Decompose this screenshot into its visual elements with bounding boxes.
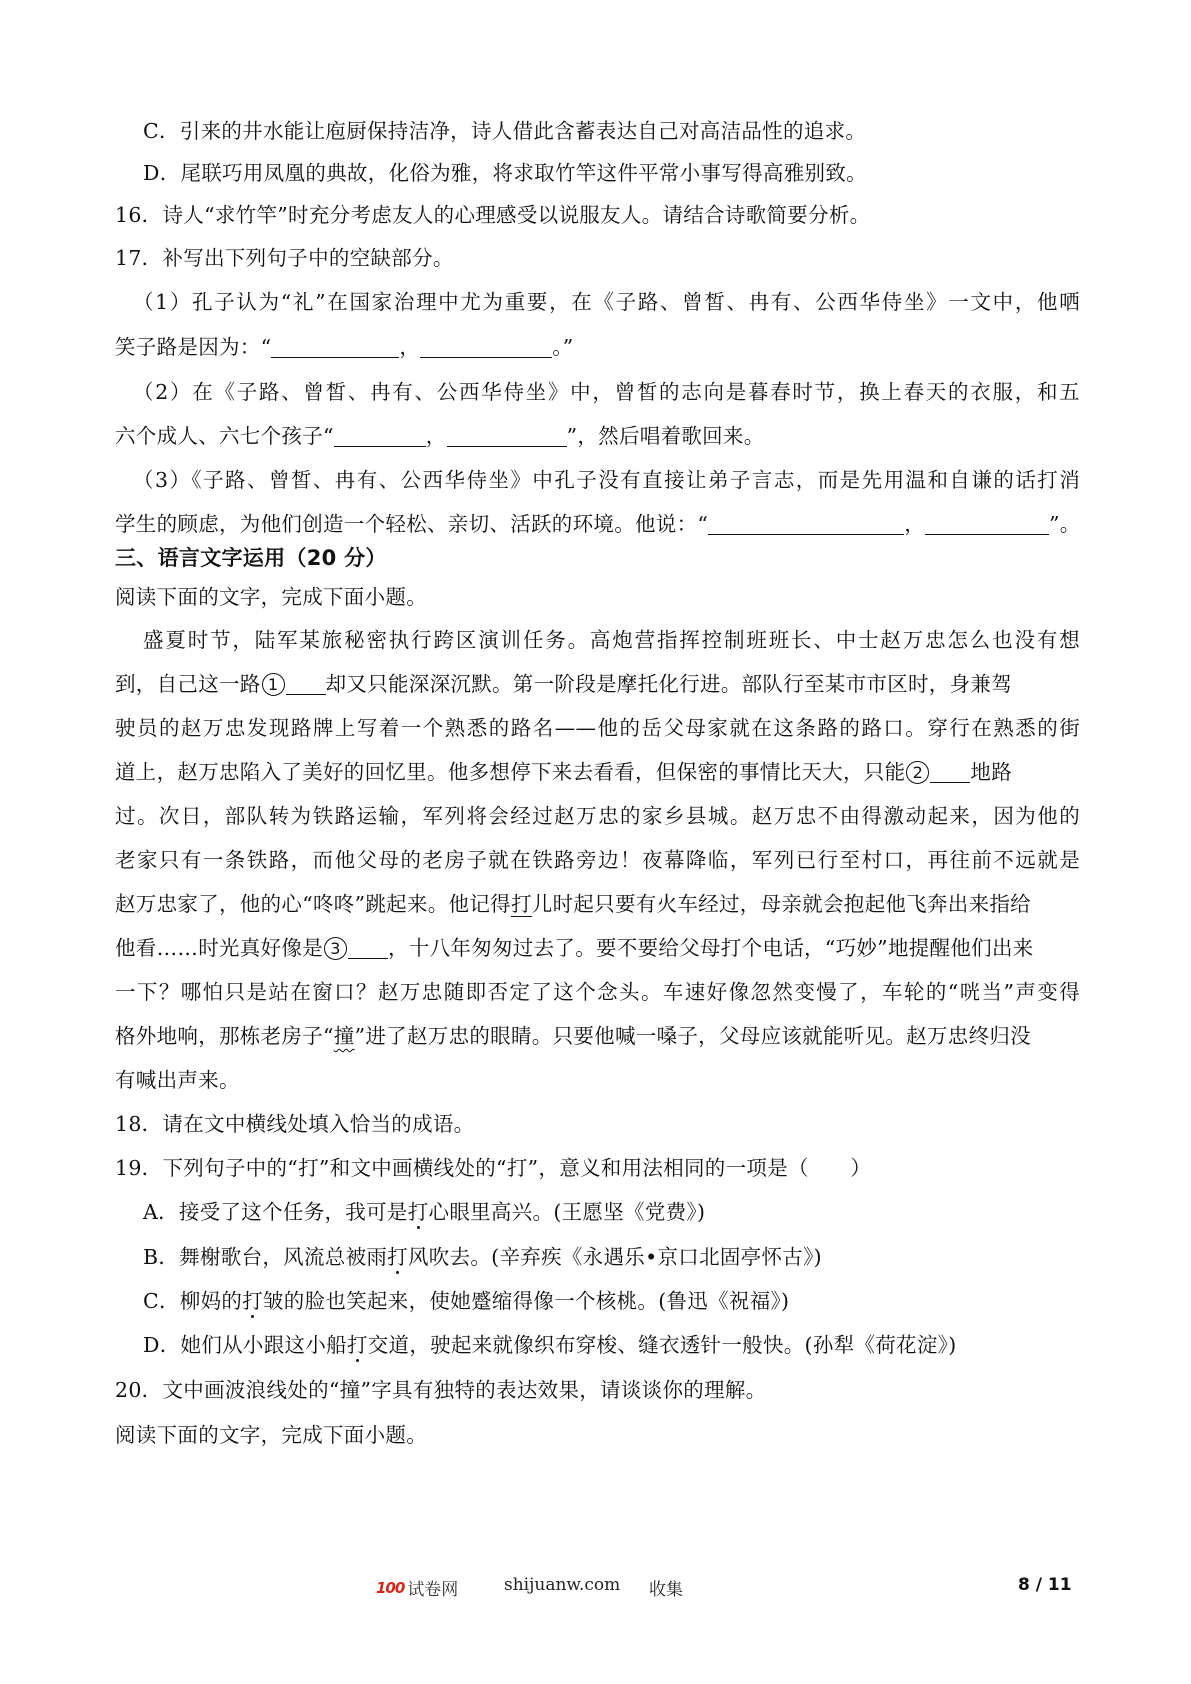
- passage-line: [115, 887, 1080, 921]
- site-logo[interactable]: [376, 1575, 458, 1600]
- closing-quote: 。”: [552, 335, 574, 359]
- blank-number-1: 1: [262, 673, 285, 696]
- question-18: 18．请在文中横线处填入恰当的成语。: [115, 1112, 475, 1136]
- option-text: D．她们从小跟这小船: [143, 1333, 347, 1357]
- site-url[interactable]: shijuanw.com: [504, 1575, 621, 1595]
- option-d[interactable]: [143, 1328, 1108, 1362]
- passage-text: ”进了赵万忠的眼睛。只要他喊一嗓子，父母应该就能听见。赵万忠终归没: [354, 1024, 1031, 1048]
- option-text: 风吹去。(辛弃疾《永遇乐•京口北固亭怀古》): [407, 1245, 822, 1269]
- q17-part1-text: 笑子路是因为：“: [115, 335, 272, 359]
- q17-part2-tail: ”，然后唱着歌回来。: [566, 424, 765, 448]
- collect-label: 收集: [649, 1580, 683, 1600]
- passage-text: 格外地响，那栋老房子“: [115, 1024, 334, 1048]
- passage-line: [115, 755, 1080, 789]
- separator: ，: [904, 512, 925, 536]
- q17-part2-text: 六个成人、六七个孩子“: [115, 424, 334, 448]
- answer-blank[interactable]: [447, 424, 567, 447]
- passage-text: 却又只能深深沉默。第一阶段是摩托化行进。部队行至某市市区时，身兼驾: [325, 672, 1013, 696]
- q17-part2-line1: （2）在《子路、曾皙、冉有、公西华侍坐》中，曾皙的志向是暮春时节，换上春天的衣服，和五: [133, 380, 1080, 404]
- option-text: 心眼里高兴。(王愿坚《党费》): [428, 1200, 706, 1224]
- passage-line: [115, 667, 1080, 701]
- passage-text: 地路: [970, 760, 1013, 784]
- logo-text: 试卷网: [407, 1580, 459, 1600]
- option-text: C．柳妈的: [143, 1289, 243, 1313]
- passage-text: 儿时起只要有火车经过，母亲就会抱起他飞奔出来指给: [531, 892, 1031, 916]
- answer-blank[interactable]: [420, 335, 552, 358]
- wavy-underlined-zhuang: 撞: [333, 1024, 355, 1048]
- q17-part1-line1: （1）孔子认为“礼”在国家治理中尤为重要，在《子路、曾皙、冉有、公西华侍坐》一文中，他哂: [133, 290, 1080, 314]
- question-20: 20．文中画波浪线处的“撞”字具有独特的表达效果，请谈谈你的理解。: [115, 1378, 767, 1402]
- blank-number-3: 3: [324, 937, 347, 960]
- passage-line: [115, 1019, 1080, 1053]
- q17-part1-line2: [115, 330, 1080, 364]
- dotted-da: 打: [407, 1200, 429, 1224]
- passage-text: 道上，赵万忠陷入了美好的回忆里。他多想停下来去看看，但保密的事情比天大，只能: [115, 760, 906, 784]
- option-text: A．接受了这个任务，我可是: [143, 1200, 408, 1224]
- passage-text: 赵万忠家了，他的心“咚咚”跳起来。他记得: [115, 892, 511, 916]
- blank-number-2: 2: [906, 761, 929, 784]
- answer-blank[interactable]: [334, 424, 426, 447]
- passage-line: 驶员的赵万忠发现路牌上写着一个熟悉的路名——他的岳父母家就在这条路的路口。穿行在熟悉的街: [115, 716, 1080, 740]
- passage-text: 他看……时光真好像是: [115, 936, 323, 960]
- passage-line: 盛夏时节，陆军某旅秘密执行跨区演训任务。高炮营指挥控制班班长、中士赵万忠怎么也没有想: [143, 628, 1080, 652]
- answer-blank[interactable]: [925, 512, 1049, 535]
- section-heading: 三、语言文字运用（20 分）: [115, 546, 387, 570]
- option-text: B．舞榭歌台，风流总被雨: [143, 1245, 388, 1269]
- question-19: 19．下列句子中的“打”和文中画横线处的“打”，意义和用法相同的一项是（ ）: [115, 1156, 872, 1180]
- dotted-da: 打: [242, 1289, 263, 1313]
- question-16: 16．诗人“求竹竿”时充分考虑友人的心理感受以说服友人。请结合诗歌简要分析。: [115, 203, 871, 227]
- option-b[interactable]: [143, 1240, 1108, 1274]
- passage-line: 过。次日，部队转为铁路运输，军列将会经过赵万忠的家乡县城。赵万忠不由得激动起来，因为他的: [115, 804, 1080, 828]
- passage-line: 有喊出声来。: [115, 1068, 240, 1092]
- page-number: 8 / 11: [1018, 1575, 1072, 1595]
- answer-blank[interactable]: [286, 672, 326, 695]
- option-d-line: D．尾联巧用凤凰的典故，化俗为雅，将求取竹竿这件平常小事写得高雅别致。: [143, 161, 867, 185]
- answer-blank[interactable]: [708, 512, 904, 535]
- closing-quote: ”。: [1049, 512, 1081, 536]
- option-c-line: C．引来的井水能让庖厨保持洁净，诗人借此含蓄表达自己对高洁品性的追求。: [143, 119, 867, 143]
- answer-blank[interactable]: [348, 936, 388, 959]
- passage-text: 到，自己这一路: [115, 672, 261, 696]
- q17-part3-text: 学生的顾虑，为他们创造一个轻松、亲切、活跃的环境。他说：“: [115, 512, 709, 536]
- q17-part3-line2: [115, 507, 1080, 541]
- q17-part3-line1: （3）《子路、曾皙、冉有、公西华侍坐》中孔子没有直接让弟子言志，而是先用温和自谦的话打消: [133, 468, 1080, 492]
- reading-instruction: 阅读下面的文字，完成下面小题。: [115, 585, 427, 609]
- option-c[interactable]: [143, 1284, 1108, 1318]
- passage-line: [115, 931, 1080, 965]
- dotted-da: 打: [387, 1245, 408, 1269]
- option-a[interactable]: [143, 1195, 1108, 1229]
- dotted-da: 打: [346, 1333, 368, 1357]
- answer-blank[interactable]: [930, 760, 970, 783]
- answer-blank[interactable]: [271, 335, 399, 358]
- passage-line: 老家只有一条铁路，而他父母的老房子就在铁路旁边！夜幕降临，军列已行至村口，再往前不远就是: [115, 848, 1080, 872]
- reading-instruction: 阅读下面的文字，完成下面小题。: [115, 1423, 427, 1447]
- option-text: 皱的脸也笑起来，使她蹙缩得像一个核桃。(鲁迅《祝福》): [263, 1289, 790, 1313]
- option-text: 交道，驶起来就像织布穿梭、缝衣透针一般快。(孙犁《荷花淀》): [367, 1333, 957, 1357]
- passage-text: ，十八年匆匆过去了。要不要给父母打个电话，“巧妙”地提醒他们出来: [388, 936, 1034, 960]
- passage-line: 一下？哪怕只是站在窗口？赵万忠随即否定了这个念头。车速好像忽然变慢了，车轮的“咣当”声变得: [115, 980, 1080, 1004]
- q17-part2-line2: [115, 419, 1080, 453]
- underlined-da: 打: [510, 892, 532, 916]
- question-17: 17．补写出下列句子中的空缺部分。: [115, 246, 454, 270]
- logo-mark: 100: [376, 1578, 405, 1597]
- page-footer: [0, 1573, 1191, 1603]
- separator: ，: [399, 335, 421, 359]
- separator: ，: [425, 424, 447, 448]
